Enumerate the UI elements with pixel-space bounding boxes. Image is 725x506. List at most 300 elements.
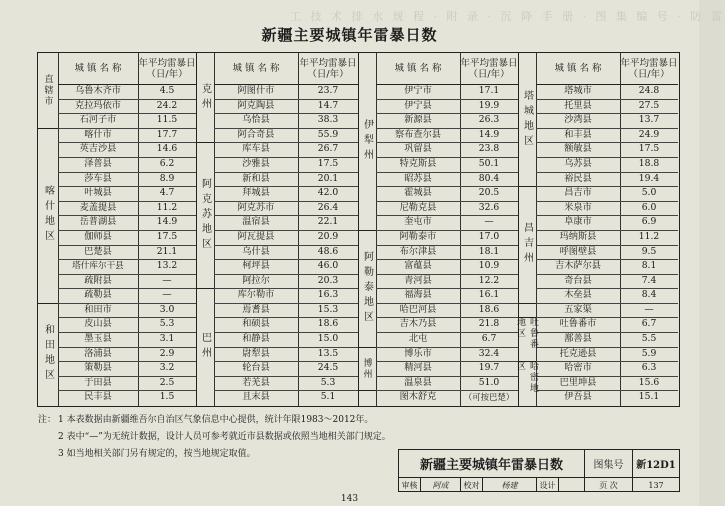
row-divider (58, 245, 196, 246)
row-divider (536, 376, 678, 377)
town-name-cell: 新和县 (242, 172, 270, 184)
town-name-cell: 阿瓦提县 (237, 230, 275, 242)
town-name-cell: 呼图壁县 (559, 245, 597, 257)
town-name-cell: 库车县 (242, 143, 270, 155)
row-divider (536, 390, 678, 391)
town-name-cell: 和田市 (84, 303, 112, 315)
row-divider (376, 172, 518, 173)
thunder-days-cell: 3.1 (159, 333, 175, 345)
thunder-days-cell: 5.1 (320, 391, 336, 403)
note-item-1: 1 本表数据由新疆维吾尔自治区气象信息中心提供，统计年限1983～2012年。 (58, 415, 374, 425)
thunder-days-cell: 17.5 (156, 230, 178, 242)
check-label: 校对 (461, 478, 483, 492)
row-divider (214, 274, 358, 275)
row-divider (214, 99, 358, 100)
thunder-days-cell: 17.7 (156, 128, 178, 140)
town-name-cell: 阿克陶县 (237, 99, 275, 111)
town-name-cell: 沙湾县 (564, 114, 592, 126)
row-divider (376, 157, 518, 158)
row-divider (376, 201, 518, 202)
town-name-cell: 叶城县 (84, 187, 112, 199)
row-divider (536, 215, 678, 216)
header-town-name: 城 镇 名 称 (554, 63, 602, 74)
review-signature: 阿成 (421, 478, 461, 492)
thunder-days-cell: 19.7 (478, 362, 500, 374)
thunder-days-cell: 50.1 (478, 157, 500, 169)
thunder-days-cell: 5.5 (641, 333, 657, 345)
row-divider (376, 347, 518, 348)
thunder-days-cell: 15.1 (638, 391, 660, 403)
thunder-days-cell: 42.0 (317, 187, 339, 199)
thunder-days-cell: 18.1 (478, 245, 500, 257)
thunder-days-cell: 10.9 (478, 260, 500, 272)
town-name-cell: 伽师县 (84, 230, 112, 242)
row-divider (58, 317, 196, 318)
thunder-days-cell: 2.9 (159, 347, 175, 359)
town-name-cell: 阿克苏市 (237, 201, 275, 213)
thunder-days-cell: 51.0 (478, 376, 500, 388)
town-name-cell: 阿拉尔 (242, 274, 270, 286)
row-divider (536, 332, 678, 333)
town-name-cell: 塔城市 (564, 85, 592, 96)
row-divider (536, 347, 678, 348)
thunder-days-cell: 14.9 (156, 216, 178, 228)
thunder-days-cell: 5.3 (159, 318, 175, 330)
thunder-days-cell: — (484, 216, 494, 228)
row-divider (214, 332, 358, 333)
row-divider (376, 303, 518, 304)
header-annual-thunder-days: 年平均雷暴日 （日/年） (460, 57, 518, 80)
region-divider (358, 390, 376, 391)
thunder-days-cell: 46.0 (317, 260, 339, 272)
town-name-cell: 额敏县 (564, 143, 592, 155)
region-divider (518, 317, 536, 318)
region-divider (518, 361, 536, 362)
town-name-cell: 裕民县 (564, 172, 592, 184)
thunder-days-cell: 15.3 (317, 303, 339, 315)
town-name-cell: 乌苏县 (564, 157, 592, 169)
thunder-days-cell: 5.0 (641, 187, 657, 199)
thunder-days-cell: 17.0 (478, 230, 500, 242)
town-name-cell: 托里县 (564, 99, 592, 111)
row-divider (214, 288, 358, 289)
page-label: 页 次 (585, 478, 633, 492)
town-name-cell: 玛纳斯县 (559, 230, 597, 242)
town-name-cell: 吉木乃县 (399, 318, 437, 330)
thunder-days-cell: 11.2 (638, 230, 660, 242)
town-name-cell: 鄯善县 (564, 333, 592, 345)
row-divider (214, 201, 358, 202)
region-divider (38, 128, 58, 129)
review-label: 审核 (399, 478, 421, 492)
row-divider (58, 201, 196, 202)
row-divider (376, 390, 518, 391)
region-divider (196, 142, 214, 143)
thunder-days-cell: 5.9 (641, 347, 657, 359)
page-title: 新疆主要城镇年雷暴日数 (261, 26, 438, 44)
thunder-days-cell: 8.1 (641, 260, 657, 272)
town-name-cell: 伊宁市 (404, 85, 432, 96)
row-divider (214, 259, 358, 260)
thunder-days-cell: 19.9 (478, 99, 500, 111)
thunder-days-cell: （可按巴楚） (463, 392, 515, 403)
town-name-cell: 阿合奇县 (237, 128, 275, 140)
town-name-cell: 吐鲁番市 (559, 318, 597, 330)
row-divider (58, 215, 196, 216)
note-item-3: 3 如当地相关部门另有规定的，按当地规定取值。 (58, 449, 256, 459)
thunder-days-cell: 1.5 (159, 391, 175, 403)
row-divider (58, 142, 196, 143)
thunder-days-cell: 4.5 (159, 85, 175, 96)
faint-header-text: 工 技 术 排 水 规 程 · 附 录 · 沉 降 手 册 · 图 集 编 号 · 防 雷 (290, 10, 725, 23)
thunder-days-cell: 15.6 (638, 376, 660, 388)
region-divider (518, 303, 536, 304)
row-divider (376, 332, 518, 333)
row-divider (214, 230, 358, 231)
town-name-cell: 博乐市 (404, 347, 432, 359)
row-divider (214, 376, 358, 377)
region-divider (358, 230, 376, 231)
thunder-days-cell: 13.2 (156, 260, 178, 272)
thunder-days-cell: — (162, 274, 172, 286)
thunder-days-cell: 2.5 (159, 376, 175, 388)
region-label: 巴州 (199, 331, 211, 362)
thunder-days-cell: 9.5 (641, 245, 657, 257)
row-divider (376, 142, 518, 143)
town-name-cell: 福海县 (404, 289, 432, 301)
town-name-cell: 奇台县 (564, 274, 592, 286)
region-label: 克州 (199, 82, 211, 113)
region-divider (196, 288, 214, 289)
row-divider (214, 347, 358, 348)
row-divider (536, 245, 678, 246)
thunder-days-cell: 6.3 (641, 362, 657, 374)
thunder-days-cell: 27.5 (638, 99, 660, 111)
check-signature: 杨建 (483, 478, 537, 492)
town-name-cell: 泽普县 (84, 157, 112, 169)
thunder-days-cell: 55.9 (317, 128, 339, 140)
thunder-days-cell: 24.8 (638, 85, 660, 96)
design-signature (559, 478, 585, 492)
thunder-days-cell: 6.9 (641, 216, 657, 228)
thunder-days-cell: 17.5 (317, 157, 339, 169)
thunder-days-cell: 8.9 (159, 172, 175, 184)
town-name-cell: 北屯 (408, 333, 428, 345)
row-divider (58, 288, 196, 289)
row-divider (536, 288, 678, 289)
town-name-cell: 昭苏县 (404, 172, 432, 184)
row-divider (536, 113, 678, 114)
row-divider (376, 128, 518, 129)
header-town-name: 城 镇 名 称 (394, 63, 442, 74)
town-name-cell: 昌吉市 (564, 187, 592, 199)
town-name-cell: 和静县 (242, 333, 270, 345)
town-name-cell: 莎车县 (84, 172, 112, 184)
header-annual-thunder-days: 年平均雷暴日 （日/年） (620, 57, 678, 80)
row-divider (536, 99, 678, 100)
town-name-cell: 温宿县 (242, 216, 270, 228)
thunder-days-cell: 21.1 (156, 245, 178, 257)
thunder-days-cell: 3.0 (159, 303, 175, 315)
row-divider (536, 259, 678, 260)
town-name-cell: 疏附县 (84, 274, 112, 286)
town-name-cell: 阜康市 (564, 216, 592, 228)
row-divider (536, 128, 678, 129)
town-name-cell: 阿勒泰市 (399, 230, 437, 242)
town-name-cell: 石河子市 (79, 114, 117, 126)
row-divider (536, 303, 678, 304)
town-name-cell: 乌什县 (242, 245, 270, 257)
thunder-days-cell: 20.5 (478, 187, 500, 199)
row-divider (58, 113, 196, 114)
row-divider (376, 215, 518, 216)
town-name-cell: 英吉沙县 (79, 143, 117, 155)
town-name-cell: 青河县 (404, 274, 432, 286)
page-number: 143 (340, 494, 359, 504)
thunder-days-cell: 48.6 (317, 245, 339, 257)
row-divider (376, 186, 518, 187)
region-label (358, 390, 376, 405)
town-name-cell: 特克斯县 (399, 157, 437, 169)
title-block-title: 新疆主要城镇年雷暴日数 (399, 450, 585, 478)
town-name-cell: 图木舒克 (399, 391, 437, 403)
header-annual-thunder-days: 年平均雷暴日 （日/年） (299, 57, 357, 80)
thunder-days-cell: 6.7 (481, 333, 497, 345)
row-divider (536, 172, 678, 173)
thunder-days-cell: 24.2 (156, 99, 178, 111)
row-divider (58, 376, 196, 377)
thunder-days-cell: 18.6 (317, 318, 339, 330)
row-divider (58, 230, 196, 231)
thunder-days-cell: 18.8 (638, 157, 660, 169)
row-divider (58, 390, 196, 391)
town-name-cell: 吉木萨尔县 (555, 260, 601, 272)
thunder-days-cell: 11.5 (156, 114, 178, 126)
town-name-cell: 柯坪县 (242, 260, 270, 272)
thunder-days-cell: 23.7 (317, 85, 339, 96)
town-name-cell: 木垒县 (564, 289, 592, 301)
town-name-cell: 麦盖提县 (79, 201, 117, 213)
town-name-cell: 且末县 (242, 391, 270, 403)
town-name-cell: 克拉玛依市 (75, 99, 121, 111)
row-divider (536, 274, 678, 275)
town-name-cell: 哈巴河县 (399, 303, 437, 315)
atlas-number-label: 图集号 (585, 450, 633, 478)
thunder-days-cell: 22.1 (317, 216, 339, 228)
thunder-days-cell: 20.9 (317, 230, 339, 242)
town-name-cell: 塔什库尔干县 (72, 261, 124, 272)
thunder-days-cell: — (644, 303, 654, 315)
town-name-cell: 托克逊县 (559, 347, 597, 359)
thunder-days-cell: 23.8 (478, 143, 500, 155)
town-name-cell: 奎屯市 (404, 216, 432, 228)
town-name-cell: 尉犁县 (242, 347, 270, 359)
row-divider (58, 99, 196, 100)
thunder-days-cell: 24.5 (317, 362, 339, 374)
header-town-name: 城 镇 名 称 (232, 63, 280, 74)
town-name-cell: 乌恰县 (242, 114, 270, 126)
thunder-days-cell: 14.9 (478, 128, 500, 140)
town-name-cell: 伊吾县 (564, 391, 592, 403)
row-divider (214, 157, 358, 158)
region-label: 和田地区 (42, 323, 54, 384)
sheet-page-number: 137 (648, 480, 664, 490)
region-label: 直辖市 (42, 73, 53, 107)
thunder-days-cell: 16.3 (317, 289, 339, 301)
design-label: 设计 (537, 478, 559, 492)
town-name-cell: 察布查尔县 (395, 128, 441, 140)
row-divider (536, 157, 678, 158)
town-name-cell: 哈密市 (564, 362, 592, 374)
town-name-cell: 岳普湖县 (79, 216, 117, 228)
thunder-days-cell: 32.4 (478, 347, 500, 359)
town-name-cell: 墨玉县 (84, 333, 112, 345)
town-name-cell: 阿图什市 (237, 85, 275, 96)
thunder-days-cell: 17.5 (638, 143, 660, 155)
note-item-2: 2 表中“—”为无统计数据，设计人员可参考就近市县数据或依照当地相关部门规定。 (58, 432, 391, 442)
thunder-days-cell: 14.6 (156, 143, 178, 155)
row-divider (58, 128, 196, 129)
row-divider (58, 259, 196, 260)
thunder-days-cell: 24.9 (638, 128, 660, 140)
region-divider (38, 303, 58, 304)
row-divider (376, 317, 518, 318)
town-name-cell: 乌鲁木齐市 (75, 85, 121, 96)
region-label (518, 303, 536, 318)
region-label: 喀什地区 (42, 185, 54, 246)
town-name-cell: 焉耆县 (242, 303, 270, 315)
row-divider (536, 230, 678, 231)
region-divider (518, 186, 536, 187)
town-name-cell: 富蕴县 (404, 260, 432, 272)
thunder-days-cell: 26.3 (478, 114, 500, 126)
thunder-days-cell: 38.3 (317, 114, 339, 126)
row-divider (536, 317, 678, 318)
town-name-cell: 巴里坤县 (559, 376, 597, 388)
town-name-cell: 疏勒县 (84, 289, 112, 301)
region-label: 阿克苏地区 (199, 177, 211, 253)
thunder-days-cell: — (162, 289, 172, 301)
town-name-cell: 策勒县 (84, 362, 112, 374)
thunder-days-cell: 6.2 (159, 157, 175, 169)
thunder-days-cell: 5.3 (320, 376, 336, 388)
town-name-cell: 洛浦县 (84, 347, 112, 359)
row-divider (376, 230, 518, 231)
title-block (398, 449, 680, 492)
header-town-name: 城 镇 名 称 (74, 63, 122, 74)
row-divider (58, 172, 196, 173)
thunder-days-cell: 18.6 (478, 303, 500, 315)
row-divider (58, 347, 196, 348)
town-name-cell: 尼勒克县 (399, 201, 437, 213)
thunder-days-cell: 21.8 (478, 318, 500, 330)
notes-section (38, 412, 391, 463)
row-divider (214, 215, 358, 216)
region-label: 吐鲁番地区 (515, 317, 538, 351)
row-divider (536, 142, 678, 143)
thunder-days-cell: 15.0 (317, 333, 339, 345)
row-divider (214, 186, 358, 187)
thunder-days-cell: 26.7 (317, 143, 339, 155)
thunder-days-cell: 14.7 (317, 99, 339, 111)
region-label: 昌吉州 (521, 221, 533, 267)
thunder-days-cell: 26.4 (317, 201, 339, 213)
thunder-days-cell: 19.4 (638, 172, 660, 184)
thunder-days-cell: 6.0 (641, 201, 657, 213)
thunder-days-cell: 80.4 (478, 172, 500, 184)
row-divider (376, 376, 518, 377)
town-name-cell: 霍城县 (404, 187, 432, 199)
town-name-cell: 伊宁县 (404, 99, 432, 111)
row-divider (58, 186, 196, 187)
row-divider (536, 201, 678, 202)
row-divider (214, 317, 358, 318)
thunder-days-cell: 7.4 (641, 274, 657, 286)
thunder-days-cell: 16.1 (478, 289, 500, 301)
thunder-days-cell: 32.6 (478, 201, 500, 213)
row-divider (536, 186, 678, 187)
thunderstorm-table (37, 52, 680, 407)
notes-label: 注： (38, 415, 57, 425)
row-divider (58, 332, 196, 333)
row-divider (214, 303, 358, 304)
row-divider (214, 113, 358, 114)
town-name-cell: 轮台县 (242, 362, 270, 374)
town-name-cell: 和丰县 (564, 128, 592, 140)
atlas-number: 新12D1 (633, 450, 679, 478)
row-divider (58, 303, 196, 304)
row-divider (214, 245, 358, 246)
row-divider (376, 113, 518, 114)
region-label: 阿勒泰地区 (361, 250, 373, 326)
row-divider (536, 361, 678, 362)
row-divider (58, 157, 196, 158)
row-divider (376, 245, 518, 246)
row-divider (214, 390, 358, 391)
town-name-cell: 和硕县 (242, 318, 270, 330)
town-name-cell: 温泉县 (404, 376, 432, 388)
thunder-days-cell: 11.2 (156, 201, 178, 213)
region-label: 哈密地区 (515, 361, 538, 395)
thunder-days-cell: 3.2 (159, 362, 175, 374)
thunder-days-cell: 12.2 (478, 274, 500, 286)
thunder-days-cell: 8.4 (641, 289, 657, 301)
town-name-cell: 皮山县 (84, 318, 112, 330)
row-divider (58, 361, 196, 362)
town-name-cell: 喀什市 (84, 128, 112, 140)
town-name-cell: 民丰县 (84, 391, 112, 403)
thunder-days-cell: 20.1 (317, 172, 339, 184)
thunder-days-cell: 13.5 (317, 347, 339, 359)
town-name-cell: 若羌县 (242, 376, 270, 388)
thunder-days-cell: 17.1 (478, 85, 500, 96)
row-divider (214, 142, 358, 143)
town-name-cell: 五家渠 (564, 303, 592, 315)
row-divider (214, 361, 358, 362)
row-divider (376, 288, 518, 289)
region-label: 伊犁州 (361, 118, 373, 164)
region-divider (358, 347, 376, 348)
town-name-cell: 巴楚县 (84, 245, 112, 257)
row-divider (376, 99, 518, 100)
thunder-days-cell: 4.7 (159, 187, 175, 199)
row-divider (58, 274, 196, 275)
town-name-cell: 新源县 (404, 114, 432, 126)
thunder-days-cell: 20.3 (317, 274, 339, 286)
town-name-cell: 库尔勒市 (237, 289, 275, 301)
town-name-cell: 布尔津县 (399, 245, 437, 257)
region-label: 塔城地区 (521, 89, 533, 150)
